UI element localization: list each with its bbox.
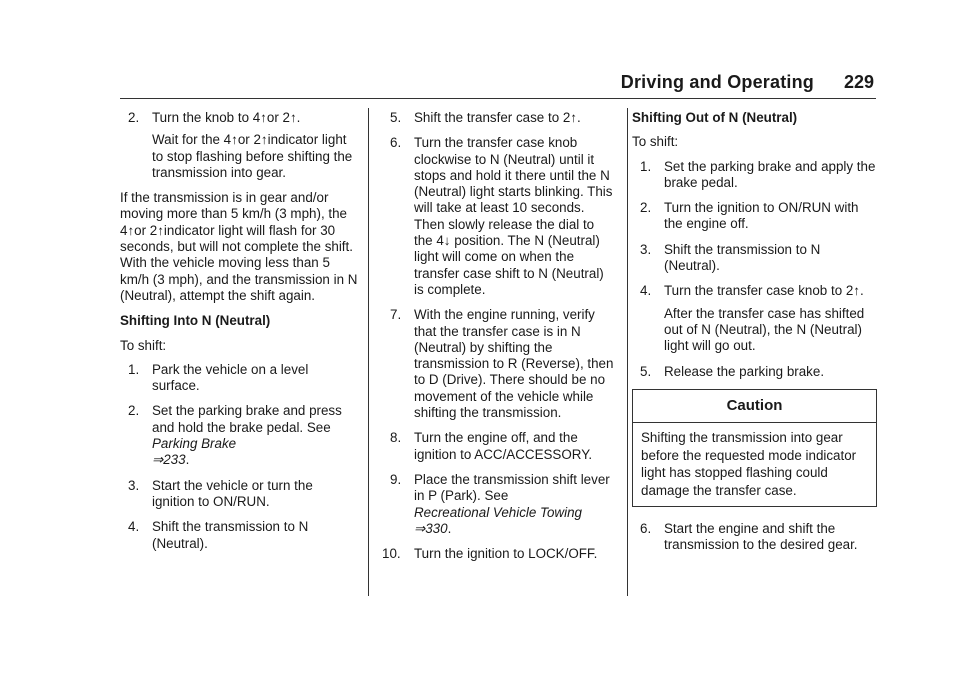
list-item: 5. Release the parking brake. [640, 363, 825, 379]
section-heading: Shifting Out of N (Neutral) [632, 110, 798, 125]
list-item: 5. Shift the transfer case to 2↑. [390, 110, 581, 125]
section-title: Driving and Operating [620, 72, 814, 92]
page-reference[interactable]: ⇒233 [152, 452, 186, 468]
page-number: 229 [843, 72, 874, 92]
section-heading: Shifting Into N (Neutral) [120, 313, 271, 329]
list-item: 3. Shift the transmission to N (Neutral). [640, 241, 821, 274]
list-item-subtext: After the transfer case has shifted out of N (Neutral), the N (Neutral) light will go out. [664, 305, 865, 354]
column-divider [368, 108, 369, 596]
list-item: 9. Place the transmission shift lever in P (Park). See Recreational Vehicle Towing ⇒330. [390, 471, 610, 536]
list-item: 8. Turn the engine off, and the ignition to ACC/ACCESSORY. [390, 430, 593, 462]
list-item-subtext: Wait for the 4↑or 2↑indicator light to stop flashing before shifting the transmission into gear. [152, 132, 353, 180]
list-item: 3. Start the vehicle or turn the ignition to ON/RUN. [128, 477, 313, 509]
caution-title: Caution [633, 390, 876, 423]
list-item: 10. Turn the ignition to LOCK/OFF. [382, 546, 598, 562]
column-left [120, 110, 358, 561]
list-item: 4. Shift the transmission to N (Neutral). [128, 519, 309, 551]
list-item: 1. Set the parking brake and apply the brake pedal. [640, 158, 876, 190]
list-item: 6. Start the engine and shift the transmission to the desired gear. [640, 520, 858, 552]
page-header [120, 70, 876, 99]
list-item: 7. With the engine running, verify that the transfer case is in N (Neutral) by shifting the transmission to R (Reverse), then to D (Drive). There should be no movement of the vehicle while shifting the transmission. [390, 307, 614, 421]
cross-reference-link[interactable]: Recreational Vehicle Towing [414, 504, 582, 520]
page-reference[interactable]: ⇒330 [414, 520, 448, 536]
caution-box [632, 389, 877, 507]
column-right [632, 110, 877, 562]
list-item-text: Turn the knob to 4↑or 2↑. [152, 110, 301, 125]
paragraph: If the transmission is in gear and/or moving more than 5 km/h (3 mph), the 4↑or 2↑indicator light will flash for 30 seconds, but will not complete the shift. With the vehicle moving less than 5 km/h (3 mph), and the transmission in N (Neutral), attempt the shift again. [120, 190, 358, 303]
caution-body: Shifting the transmission into gear before the requested mode indicator light has stopped flashing could damage the transfer case. [641, 430, 857, 498]
cross-reference-link[interactable]: Parking Brake [152, 436, 237, 452]
list-item: 2. Turn the knob to 4↑or 2↑. Wait for the 4↑or 2↑indicator light to stop flashing before shifting the transmission into gear. [120, 110, 358, 181]
list-item: 4. Turn the transfer case knob to 2↑. After the transfer case has shifted out of N (Neutral), the N (Neutral) light will go out. [632, 283, 877, 354]
list-item: 2. Set the parking brake and press and hold the brake pedal. See Parking Brake ⇒233. [128, 403, 342, 468]
list-item: 2. Turn the ignition to ON/RUN with the engine off. [640, 200, 859, 232]
list-item: 1. Park the vehicle on a level surface. [128, 361, 309, 394]
intro-text: To shift: [120, 337, 167, 353]
column-divider [627, 108, 628, 596]
column-middle [382, 110, 614, 571]
list-item: 6. Turn the transfer case knob clockwise to N (Neutral) until it stops and hold it there until the N (Neutral) light starts blinking. This will take at least 10 seconds. Then slowly release the dial to the 4↓ position. The N (Neutral) light will come on when the transfer case shift to N (Neutral) is complete. [390, 135, 613, 297]
intro-text: To shift: [632, 134, 679, 150]
